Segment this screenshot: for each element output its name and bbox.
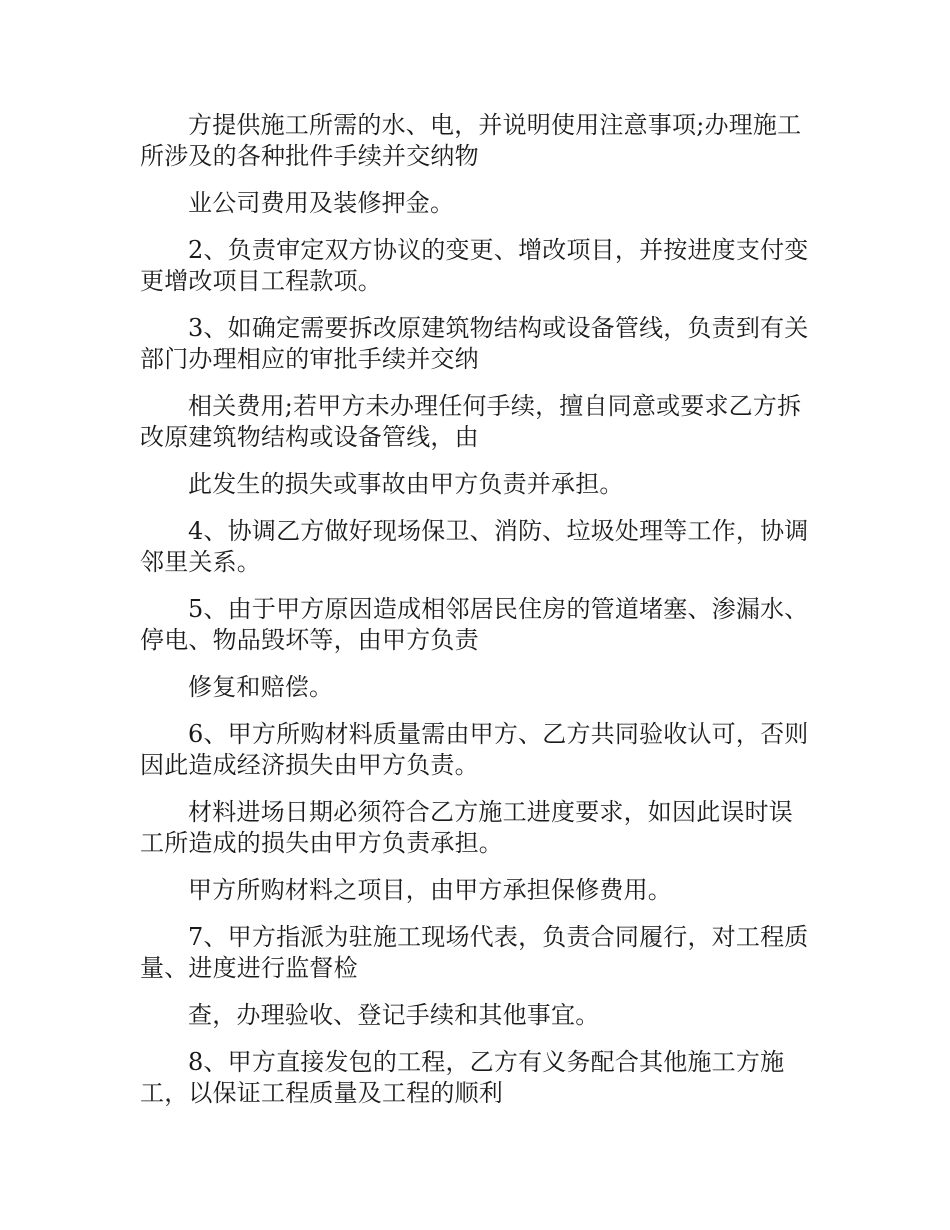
paragraph-1: 方提供施工所需的水、电，并说明使用注意事项;办理施工所涉及的各种批件手续并交纳物 [140, 111, 802, 170]
paragraph-3: 2、负责审定双方协议的变更、增改项目，并按进度支付变更增改项目工程款项。 [140, 236, 809, 295]
paragraph-7: 4、协调乙方做好现场保卫、消防、垃圾处理等工作，协调邻里关系。 [140, 517, 809, 576]
paragraph-15: 8、甲方直接发包的工程，乙方有义务配合其他施工方施工，以保证工程质量及工程的顺利 [140, 1048, 785, 1107]
paragraph-5: 相关费用;若甲方未办理任何手续，擅自同意或要求乙方拆改原建筑物结构或设备管线，由 [140, 392, 802, 451]
paragraph-10: 6、甲方所购材料质量需由甲方、乙方共同验收认可，否则因此造成经济损失由甲方负责。 [140, 720, 809, 779]
paragraph-11: 材料进场日期必须符合乙方施工进度要求，如因此误时误工所造成的损失由甲方负责承担。 [140, 798, 793, 857]
paragraph-6: 此发生的损失或事故由甲方负责并承担。 [188, 470, 624, 498]
paragraph-9: 修复和赔偿。 [188, 673, 334, 701]
document-body [140, 110, 810, 1125]
paragraph-14: 查，办理验收、登记手续和其他事宜。 [188, 1001, 600, 1029]
paragraph-12: 甲方所购材料之项目，由甲方承担保修费用。 [188, 876, 672, 904]
paragraph-2: 业公司费用及装修押金。 [188, 189, 455, 217]
paragraph-4: 3、如确定需要拆改原建筑物结构或设备管线，负责到有关部门办理相应的审批手续并交纳 [140, 314, 809, 373]
paragraph-13: 7、甲方指派为驻施工现场代表，负责合同履行，对工程质量、进度进行监督检 [140, 923, 809, 982]
paragraph-8: 5、由于甲方原因造成相邻居民住房的管道堵塞、渗漏水、停电、物品毁坏等，由甲方负责 [140, 595, 809, 654]
